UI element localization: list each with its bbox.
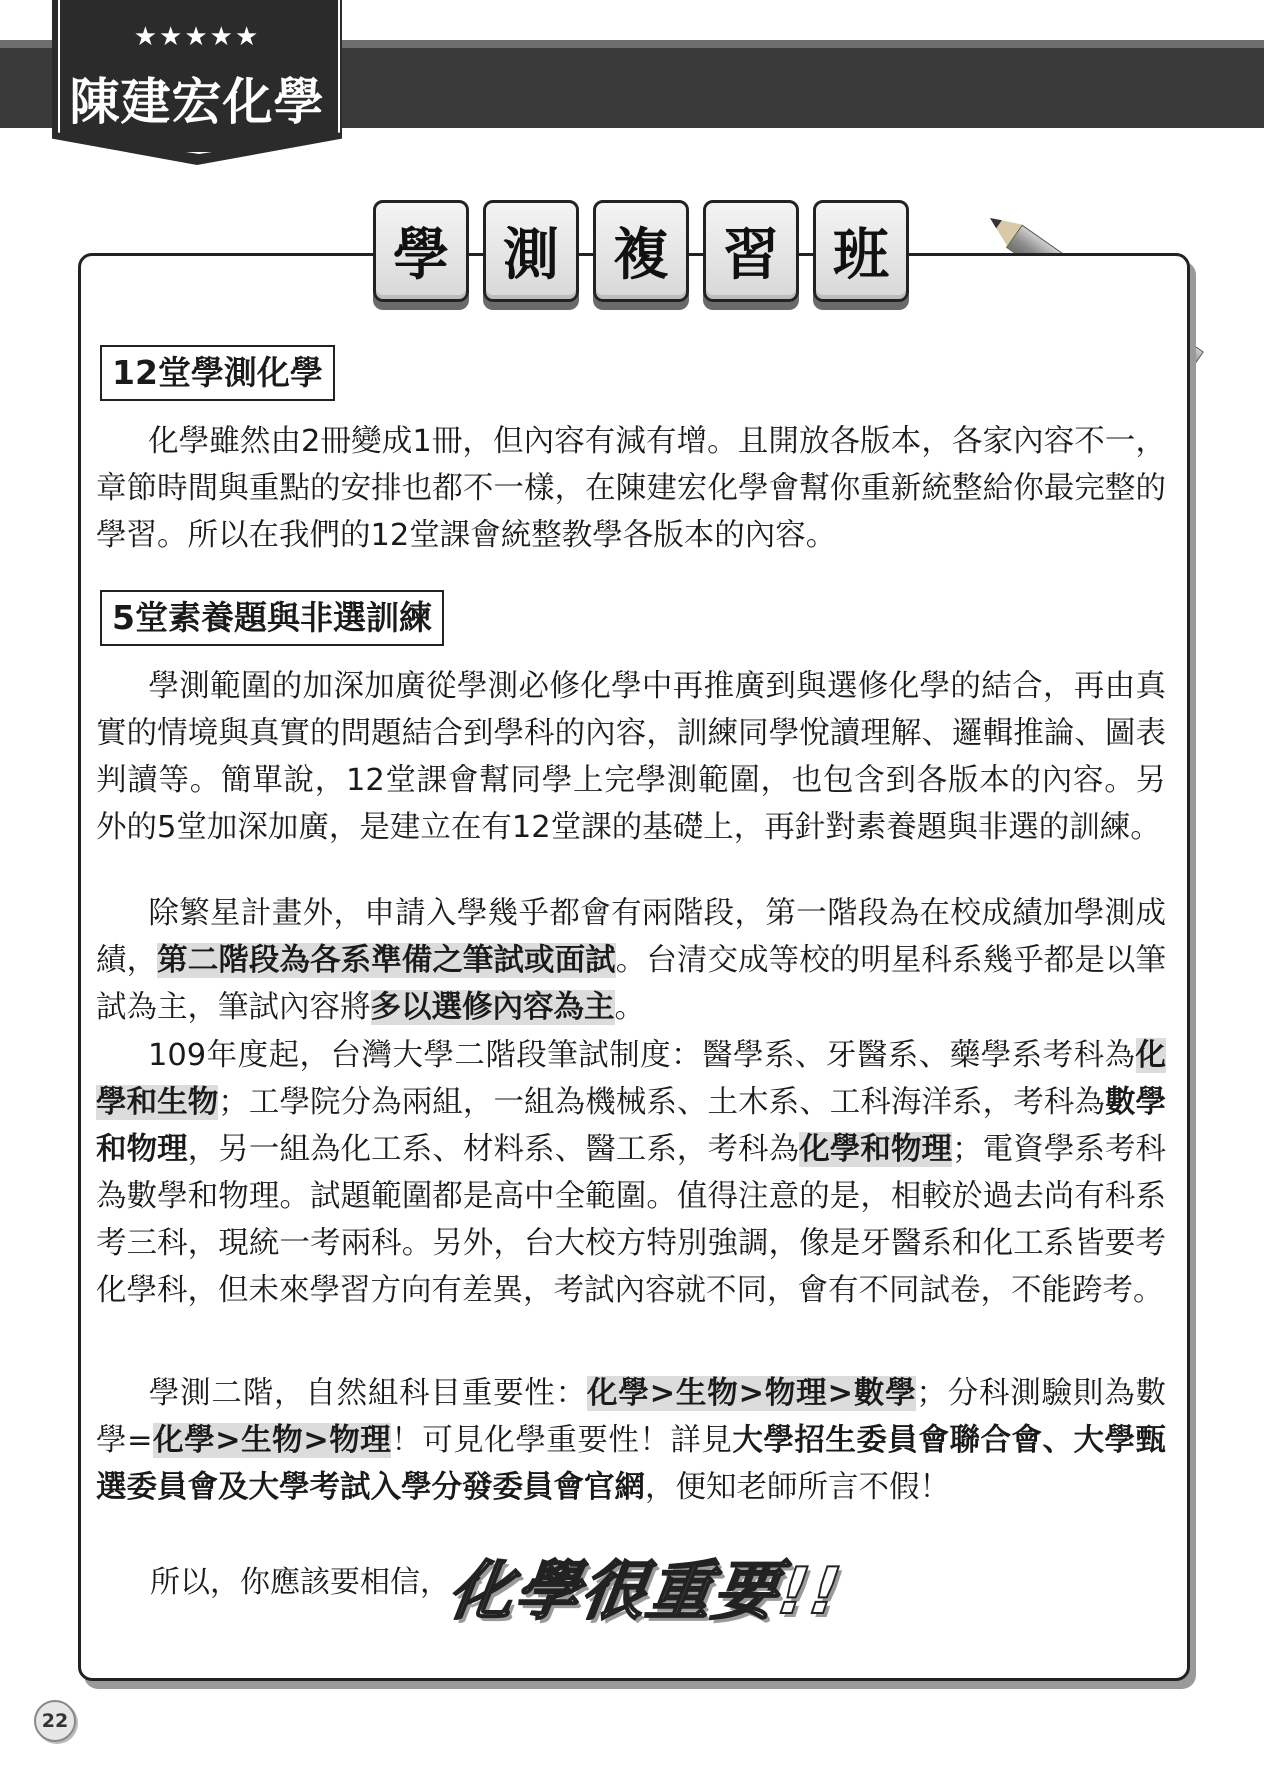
bold-text: 大學招生委員會聯合會、大學甄選委員會及大學考試入學分發委員會官網 — [96, 1423, 1167, 1505]
admission-paragraph: 除繁星計畫外，申請入學幾乎都會有兩階段，第一階段為在校成績加學測成績，第二階段為各系準備之筆試或面試。台清交成等校的明星科系幾乎都是以筆試為主，筆試內容將多以選修內容為主。 — [96, 896, 1167, 1025]
section-body-5-lessons: 學測範圍的加深加廣從學測必修化學中再推廣到與選修化學的結合，再由真實的情境與真實的問題結合到學科的內容，訓練同學悅讀理解、邏輯推論、圖表判讀等。簡單說，12堂課會幫同學上完學測範圍，也包含到各版本的內容。另外的5堂加深加廣，是建立在有12堂課的基礎上，再針對素養題與非選的訓練。 — [96, 669, 1166, 845]
title-key: 複 — [593, 200, 689, 302]
highlight-text: 化學>生物>物理>數學 — [586, 1376, 917, 1411]
brand-stars: ★★★★★ — [133, 22, 261, 52]
title-key: 學 — [373, 200, 469, 302]
closing-lead: 所以，你應該要相信， — [150, 1565, 450, 1600]
section-heading-12-lessons: 12堂學測化學 — [100, 345, 335, 401]
highlight-text: 第二階段為各系準備之筆試或面試 — [157, 943, 616, 978]
section-body-12-lessons: 化學雖然由2冊變成1冊，但內容有減有增。且開放各版本，各家內容不一，章節時間與重點的安排也都不一樣，在陳建宏化學會幫你重新統整給你最完整的學習。所以在我們的12堂課會統整教學各版本的內容。 — [96, 424, 1166, 553]
title-key: 習 — [703, 200, 799, 302]
title-key: 測 — [483, 200, 579, 302]
title-key: 班 — [813, 200, 909, 302]
highlight-text: 多以選修內容為主 — [370, 990, 615, 1025]
highlight-text: 化學>生物>物理 — [152, 1423, 392, 1458]
page-number: 22 — [34, 1700, 76, 1742]
importance-paragraph: 學測二階，自然組科目重要性：化學>生物>物理>數學；分科測驗則為數學=化學>生物>物理！可見化學重要性！詳見大學招生委員會聯合會、大學甄選委員會及大學考試入學分發委員會官網，便知老師所言不假！ — [96, 1376, 1167, 1505]
slogan: 化學很重要!! — [443, 1555, 847, 1629]
page-title — [373, 200, 909, 308]
highlight-text: 化學和物理 — [799, 1132, 953, 1167]
section-heading-5-lessons: 5堂素養題與非選訓練 — [100, 590, 444, 646]
ntu-exam-paragraph: 109年度起，台灣大學二階段筆試制度：醫學系、牙醫系、藥學系考科為化學和生物；工學院分為兩組，一組為機械系、土木系、工科海洋系，考科為數學和物理，另一組為化工系、材料系、醫工系，考科為化學和物理；電資學系考科為數學和物理。試題範圍都是高中全範圍。值得注意的是，相較於過去尚有科系考三科，現統一考兩科。另外，台大校方特別強調，像是牙醫系和化工系皆要考化學科，但未來學習方向有差異，考試內容就不同，會有不同試卷，不能跨考。 — [96, 1038, 1167, 1308]
brand-name: 陳建宏化學 — [69, 73, 325, 131]
bold-text: 數學和物理 — [96, 1085, 1167, 1167]
highlight-text: 化學和生物 — [96, 1038, 1166, 1120]
